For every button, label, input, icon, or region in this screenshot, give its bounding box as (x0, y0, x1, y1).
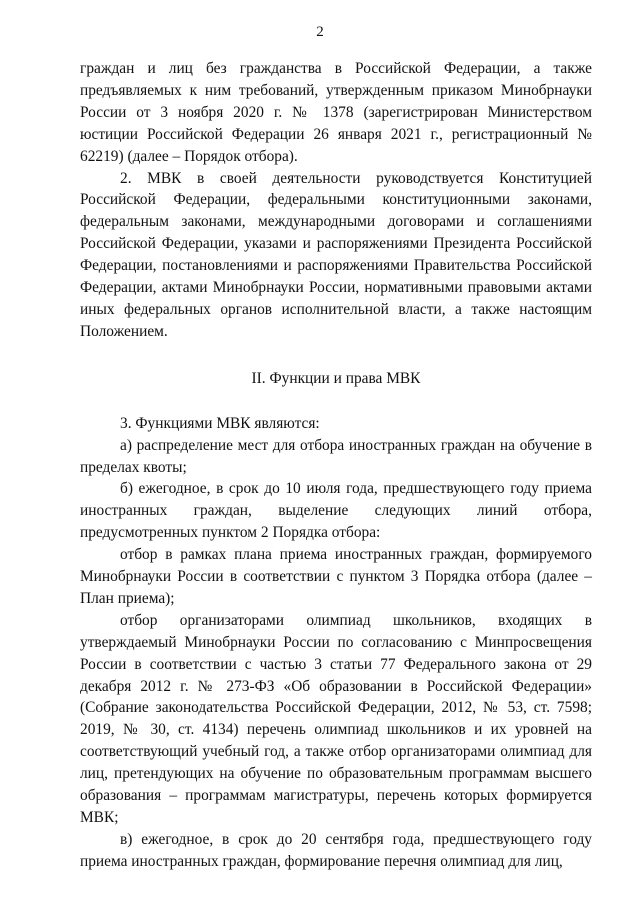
paragraph-continuation: граждан и лиц без гражданства в Российской Федерации, а также предъявляемых к ним требований, утвержденным приказом Минобрнауки России от 3 ноября 2020 г. № 1378 (зарегистрирован Министерством юстиции Российской Федерации 26 января 2021 г., регистрационный № 62219) (далее – Порядок отбора). (80, 60, 592, 165)
page-number: 2 (316, 24, 324, 40)
paragraph-3a: а) распределение мест для отбора иностранных граждан на обучение в пределах квоты; (80, 436, 592, 476)
paragraph-3v: в) ежегодное, в срок до 20 сентября года, предшествующего году приема иностранных граждан, формирование перечня олимпиад для лиц, (80, 830, 592, 870)
document-body (80, 58, 592, 873)
section-heading: II. Функции и права МВК (251, 369, 421, 387)
paragraph-3b-line2: отбор организаторами олимпиад школьников, входящих в утверждаемый Минобрнауки России по согласованию с Минпросвещения России в соответствии с частью 3 статьи 77 Федерального закона от 29 декабря 2012 г. № 273-ФЗ «Об образовании в Российской Федерации» (Собрание законодательства Российской Федерации, 2012, № 53, ст. 7598; 2019, № 30, ст. 4134) перечень олимпиад школьников и их уровней на соответствующий учебный год, а также отбор организаторами олимпиад для лиц, претендующих на обучение по образовательным программам высшего образования – программам магистратуры, перечень которых формируется МВК; (80, 611, 592, 826)
paragraph-2: 2. МВК в своей деятельности руководствуется Конституцией Российской Федерации, федеральными конституционными законами, федеральным законами, международными договорами и соглашениями Российской Федерации, указами и распоряжениями Президента Российской Федерации, постановлениями и распоряжениями Правительства Российской Федерации, актами Минобрнауки России, нормативными правовыми актами иных федеральных органов исполнительной власти, а также настоящим Положением. (80, 169, 592, 340)
paragraph-3b: б) ежегодное, в срок до 10 июля года, предшествующего году приема иностранных граждан, выделение следующих линий отбора, предусмотренных пунктом 2 Порядка отбора: (80, 480, 592, 542)
paragraph-3b-line1: отбор в рамках плана приема иностранных граждан, формируемого Минобрнауки России в соответствии с пунктом 3 Порядка отбора (далее – План приема); (80, 546, 592, 607)
paragraph-3: 3. Функциями МВК являются: (120, 414, 320, 432)
